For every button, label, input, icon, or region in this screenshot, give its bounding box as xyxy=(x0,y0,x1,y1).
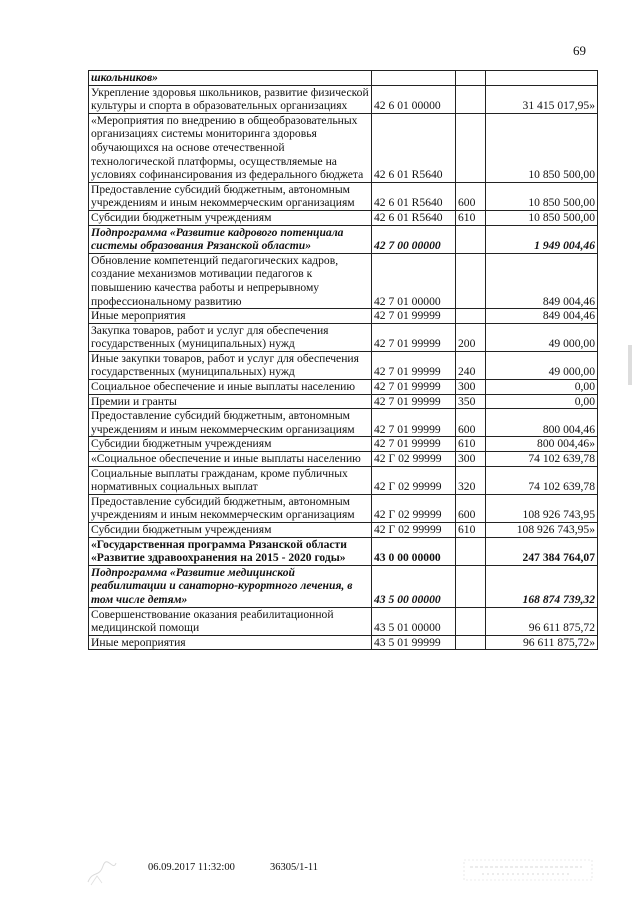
cell-sum: 800 004,46» xyxy=(486,437,598,452)
budget-table xyxy=(88,70,598,650)
cell-code: 42 Г 02 99999 xyxy=(372,494,456,522)
cell-vr: 350 xyxy=(456,394,486,409)
table-row xyxy=(89,607,598,635)
cell-vr: 300 xyxy=(456,452,486,467)
cell-sum: 49 000,00 xyxy=(486,351,598,379)
cell-vr xyxy=(456,607,486,635)
table-row xyxy=(89,210,598,225)
cell-vr xyxy=(456,309,486,324)
cell-sum: 108 926 743,95» xyxy=(486,523,598,538)
cell-name: Иные мероприятия xyxy=(89,309,372,324)
table-row xyxy=(89,182,598,210)
cell-name: Предоставление субсидий бюджетным, автономным учреждениям и иным некоммерческим организациям xyxy=(89,182,372,210)
cell-vr: 600 xyxy=(456,182,486,210)
cell-sum: 108 926 743,95 xyxy=(486,494,598,522)
cell-name: Субсидии бюджетным учреждениям xyxy=(89,210,372,225)
cell-sum: 849 004,46 xyxy=(486,253,598,308)
cell-code: 42 6 01 R5640 xyxy=(372,210,456,225)
faded-stamp-icon xyxy=(462,858,594,882)
table-row xyxy=(89,437,598,452)
table-row xyxy=(89,635,598,650)
cell-vr xyxy=(456,565,486,607)
table-row xyxy=(89,309,598,324)
page-number: 69 xyxy=(573,43,586,58)
cell-sum: 849 004,46 xyxy=(486,309,598,324)
cell-name: Субсидии бюджетным учреждениям xyxy=(89,437,372,452)
cell-sum: 10 850 500,00 xyxy=(486,182,598,210)
table-row xyxy=(89,380,598,395)
cell-vr xyxy=(456,635,486,650)
cell-name: Подпрограмма «Развитие медицинской реабилитации и санаторно-курортного лечения, в том числе детям» xyxy=(89,565,372,607)
cell-name: «Мероприятия по внедрению в общеобразовательных организациях системы мониторинга здоровья обучающихся на основе отечественной технологической платформы, осуществляемые на условиях софинансирования из федерального бюджета xyxy=(89,113,372,182)
cell-code: 42 6 01 R5640 xyxy=(372,113,456,182)
cell-name: Премии и гранты xyxy=(89,394,372,409)
cell-name: Социальное обеспечение и иные выплаты населению xyxy=(89,380,372,395)
table-row xyxy=(89,323,598,351)
footer-doc-number: 36305/1-11 xyxy=(270,862,319,873)
cell-vr xyxy=(456,537,486,565)
cell-sum: 10 850 500,00 xyxy=(486,210,598,225)
cell-code: 42 6 01 R5640 xyxy=(372,182,456,210)
table-row xyxy=(89,71,598,86)
cell-name: Подпрограмма «Развитие кадрового потенциала системы образования Рязанской области» xyxy=(89,225,372,253)
cell-code: 42 7 01 99999 xyxy=(372,351,456,379)
table-row xyxy=(89,394,598,409)
cell-code: 42 7 00 00000 xyxy=(372,225,456,253)
cell-vr xyxy=(456,71,486,86)
cell-name: «Государственная программа Рязанской области «Развитие здравоохранения на 2015 - 2020 годы» xyxy=(89,537,372,565)
cell-code: 42 Г 02 99999 xyxy=(372,466,456,494)
cell-code: 42 7 01 99999 xyxy=(372,394,456,409)
cell-vr: 610 xyxy=(456,210,486,225)
table-row xyxy=(89,452,598,467)
cell-sum: 0,00 xyxy=(486,394,598,409)
cell-code: 42 7 01 99999 xyxy=(372,437,456,452)
cell-vr: 240 xyxy=(456,351,486,379)
table-row xyxy=(89,225,598,253)
table-row xyxy=(89,409,598,437)
cell-name: Социальные выплаты гражданам, кроме публичных нормативных социальных выплат xyxy=(89,466,372,494)
cell-vr: 600 xyxy=(456,494,486,522)
cell-name: школьников» xyxy=(89,71,372,86)
cell-vr: 300 xyxy=(456,380,486,395)
cell-vr: 600 xyxy=(456,409,486,437)
cell-code: 42 7 01 99999 xyxy=(372,380,456,395)
cell-name: Укрепление здоровья школьников, развитие физической культуры и спорта в образовательных организациях xyxy=(89,85,372,113)
cell-code: 42 7 01 99999 xyxy=(372,323,456,351)
cell-code: 42 Г 02 99999 xyxy=(372,452,456,467)
cell-vr xyxy=(456,253,486,308)
cell-sum: 31 415 017,95» xyxy=(486,85,598,113)
cell-code xyxy=(372,71,456,86)
cell-code: 43 0 00 00000 xyxy=(372,537,456,565)
cell-sum: 96 611 875,72 xyxy=(486,607,598,635)
cell-sum: 0,00 xyxy=(486,380,598,395)
cell-sum: 168 874 739,32 xyxy=(486,565,598,607)
cell-name: Предоставление субсидий бюджетным, автономным учреждениям и иным некоммерческим организациям xyxy=(89,409,372,437)
table-row xyxy=(89,253,598,308)
cell-sum: 49 000,00 xyxy=(486,323,598,351)
cell-sum: 247 384 764,07 xyxy=(486,537,598,565)
cell-sum xyxy=(486,71,598,86)
cell-sum: 10 850 500,00 xyxy=(486,113,598,182)
cell-name: Закупка товаров, работ и услуг для обеспечения государственных (муниципальных) нужд xyxy=(89,323,372,351)
cell-code: 42 Г 02 99999 xyxy=(372,523,456,538)
table-row xyxy=(89,466,598,494)
table-row xyxy=(89,494,598,522)
cell-code: 42 7 01 00000 xyxy=(372,253,456,308)
cell-code: 42 6 01 00000 xyxy=(372,85,456,113)
table-row xyxy=(89,351,598,379)
cell-sum: 74 102 639,78 xyxy=(486,452,598,467)
cell-code: 43 5 01 99999 xyxy=(372,635,456,650)
cell-vr: 320 xyxy=(456,466,486,494)
cell-name: Совершенствование оказания реабилитационной медицинской помощи xyxy=(89,607,372,635)
table-row xyxy=(89,565,598,607)
cell-code: 42 7 01 99999 xyxy=(372,309,456,324)
cell-name: Иные закупки товаров, работ и услуг для обеспечения государственных (муниципальных) нужд xyxy=(89,351,372,379)
cell-code: 43 5 00 00000 xyxy=(372,565,456,607)
table-row xyxy=(89,85,598,113)
cell-sum: 96 611 875,72» xyxy=(486,635,598,650)
cell-vr: 610 xyxy=(456,523,486,538)
cell-vr: 200 xyxy=(456,323,486,351)
cell-sum: 1 949 004,46 xyxy=(486,225,598,253)
cell-sum: 800 004,46 xyxy=(486,409,598,437)
cell-name: Предоставление субсидий бюджетным, автономным учреждениям и иным некоммерческим организациям xyxy=(89,494,372,522)
cell-vr xyxy=(456,85,486,113)
table-row xyxy=(89,113,598,182)
cell-vr: 610 xyxy=(456,437,486,452)
cell-code: 42 7 01 99999 xyxy=(372,409,456,437)
cell-sum: 74 102 639,78 xyxy=(486,466,598,494)
footer-datetime: 06.09.2017 11:32:00 xyxy=(148,862,235,873)
cell-name: Обновление компетенций педагогических кадров, создание механизмов мотивации педагогов к повышению качества работы и непрерывному профессиональному развитию xyxy=(89,253,372,308)
table-row xyxy=(89,523,598,538)
cell-name: Субсидии бюджетным учреждениям xyxy=(89,523,372,538)
cell-vr xyxy=(456,225,486,253)
cell-name: Иные мероприятия xyxy=(89,635,372,650)
cell-name: «Социальное обеспечение и иные выплаты населению xyxy=(89,452,372,467)
cell-code: 43 5 01 00000 xyxy=(372,607,456,635)
table-row xyxy=(89,537,598,565)
cell-vr xyxy=(456,113,486,182)
scan-edge-mark xyxy=(628,345,632,385)
scan-mark-icon xyxy=(85,858,119,888)
